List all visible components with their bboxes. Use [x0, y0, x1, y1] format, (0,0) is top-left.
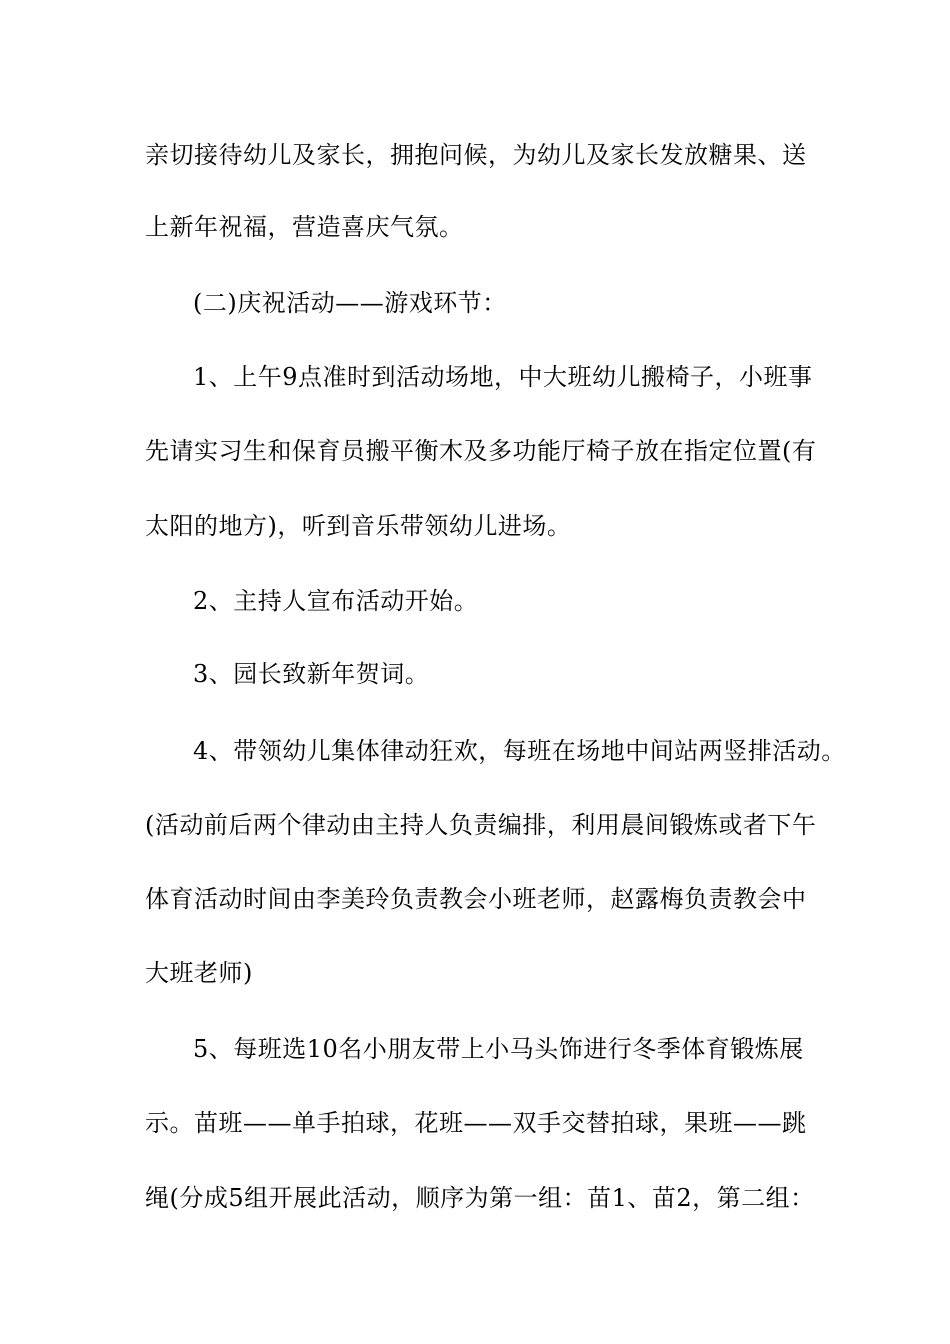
list-item-line: 3、园长致新年贺词。	[193, 660, 430, 688]
paragraph-line: 亲切接待幼儿及家长，拥抱问候，为幼儿及家长发放糖果、送	[145, 141, 807, 169]
list-item-line: 1、上午9点准时到活动场地，中大班幼儿搬椅子，小班事	[193, 363, 813, 391]
section-heading: (二)庆祝活动——游戏环节：	[193, 289, 507, 317]
list-item-line: 2、主持人宣布活动开始。	[193, 587, 479, 615]
paragraph-line: (活动前后两个律动由主持人负责编排，利用晨间锻炼或者下午	[145, 811, 817, 839]
list-item-line: 绳(分成5组开展此活动，顺序为第一组：苗1、苗2，第二组：	[145, 1184, 815, 1212]
list-item-line: 先请实习生和保育员搬平衡木及多功能厅椅子放在指定位置(有	[145, 437, 817, 465]
list-item-line: 4、带领幼儿集体律动狂欢，每班在场地中间站两竖排活动。	[193, 737, 846, 765]
list-item-line: 示。苗班——单手拍球，花班——双手交替拍球，果班——跳	[145, 1109, 807, 1137]
list-item-line: 5、每班选10名小朋友带上小马头饰进行冬季体育锻炼展	[193, 1035, 804, 1063]
paragraph-line: 大班老师)	[145, 959, 253, 987]
list-item-line: 太阳的地方)，听到音乐带领幼儿进场。	[145, 512, 572, 540]
paragraph-line: 上新年祝福，营造喜庆气氛。	[145, 213, 464, 241]
paragraph-line: 体育活动时间由李美玲负责教会小班老师，赵露梅负责教会中	[145, 885, 807, 913]
